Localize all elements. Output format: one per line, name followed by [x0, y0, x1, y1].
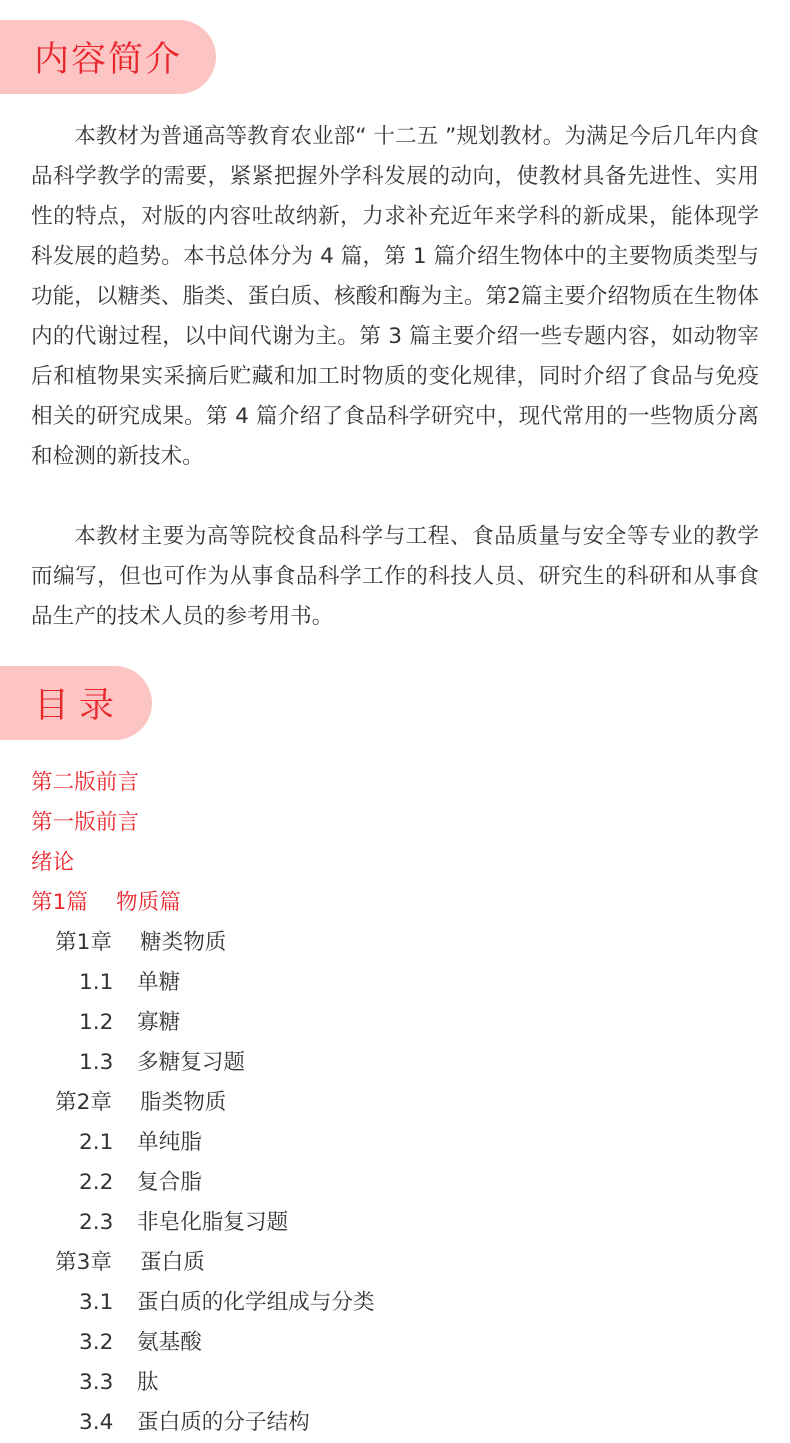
- toc-entry-number: 2.1: [79, 1130, 114, 1155]
- toc-entry-part[interactable]: [0, 883, 790, 923]
- toc-entry-title: 寡糖: [137, 1010, 181, 1035]
- toc-heading: 目录: [34, 686, 125, 726]
- toc-entry-number: 第2章: [55, 1090, 112, 1115]
- toc-entry-chapter[interactable]: [0, 1083, 790, 1123]
- toc-entry-number: 第3章: [55, 1250, 112, 1275]
- toc-entry-title: 第二版前言: [31, 770, 139, 795]
- toc-heading-tab: [0, 666, 152, 740]
- intro-paragraph: 本教材主要为高等院校食品科学与工程、食品质量与安全等专业的教学而编写，但也可作为从事食品科学工作的科技人员、研究生的科研和从事食品生产的技术人员的参考用书。: [31, 524, 759, 629]
- toc-entry-title: 单糖: [137, 970, 181, 995]
- intro-paragraph: 本教材为普通高等教育农业部“ 十二五 ”规划教材。为满足今后几年内食品科学教学的需要，紧紧把握外学科发展的动向，使教材具备先进性、实用性的特点，对版的内容吐故纳新，力求补充近年来学科的新成果，能体现学科发展的趋势。本书总体分为 4 篇，第 1 篇介绍生物体中的主要物质类型与功能，以糖类、脂类、蛋白质、核酸和酶为主。第2篇主要介绍物质在生物体内的代谢过程，以中间代谢为主。第 3 篇主要介绍一些专题内容，如动物宰后和植物果实采摘后贮藏和加工时物质的变化规律，同时介绍了食品与免疫相关的研究成果。第 4 篇介绍了食品科学研究中，现代常用的一些物质分离和检测的新技术。: [31, 124, 759, 469]
- toc-entry-chapter[interactable]: [0, 1243, 790, 1283]
- toc-entry-number: 1.1: [79, 970, 114, 995]
- toc-entry-title: 绪论: [31, 850, 75, 875]
- toc-entry-title: 蛋白质: [140, 1250, 205, 1275]
- toc-entry-part[interactable]: [0, 763, 790, 803]
- toc-entry-title: 物质篇: [116, 890, 181, 915]
- toc-entry-number: 3.3: [79, 1370, 114, 1395]
- toc-entry-number: 第1章: [55, 930, 112, 955]
- toc-entry-title: 肽: [137, 1370, 159, 1395]
- toc-entry-number: 2.2: [79, 1170, 114, 1195]
- toc-entry-part[interactable]: [0, 843, 790, 883]
- toc-entry-number: 3.1: [79, 1290, 114, 1315]
- toc-entry-title: 复合脂: [137, 1170, 202, 1195]
- toc-entry-title: 脂类物质: [140, 1090, 227, 1115]
- toc-entry-section[interactable]: [0, 1163, 790, 1203]
- toc-entry-title: 多糖复习题: [137, 1050, 245, 1075]
- toc-entry-number: 3.4: [79, 1410, 114, 1435]
- toc-entry-section[interactable]: [0, 1043, 790, 1083]
- toc-entry-number: 1.2: [79, 1010, 114, 1035]
- toc-entry-title: 氨基酸: [137, 1330, 202, 1355]
- toc-entry-chapter[interactable]: [0, 923, 790, 963]
- toc-entry-title: 糖类物质: [140, 930, 227, 955]
- toc-entry-section[interactable]: [0, 1403, 790, 1443]
- toc-entry-number: 2.3: [79, 1210, 114, 1235]
- toc-entry-section[interactable]: [0, 963, 790, 1003]
- toc-entry-title: 非皂化脂复习题: [137, 1210, 289, 1235]
- toc-entry-section[interactable]: [0, 1003, 790, 1043]
- toc-entry-section[interactable]: [0, 1123, 790, 1163]
- intro-heading-tab: [0, 20, 216, 94]
- toc-entry-title: 蛋白质的化学组成与分类: [137, 1290, 375, 1315]
- toc-entry-part[interactable]: [0, 803, 790, 843]
- toc-entry-title: 单纯脂: [137, 1130, 202, 1155]
- toc-entry-section[interactable]: [0, 1323, 790, 1363]
- intro-heading: 内容简介: [34, 40, 183, 80]
- toc-entry-section[interactable]: [0, 1283, 790, 1323]
- toc-entry-number: 1.3: [79, 1050, 114, 1075]
- toc-entry-number: 3.2: [79, 1330, 114, 1355]
- toc-entry-section[interactable]: [0, 1203, 790, 1243]
- toc-entry-section[interactable]: [0, 1363, 790, 1403]
- table-of-contents: [0, 763, 790, 1443]
- toc-entry-number: 第1篇: [31, 890, 88, 915]
- toc-entry-title: 蛋白质的分子结构: [137, 1410, 310, 1435]
- toc-entry-title: 第一版前言: [31, 810, 139, 835]
